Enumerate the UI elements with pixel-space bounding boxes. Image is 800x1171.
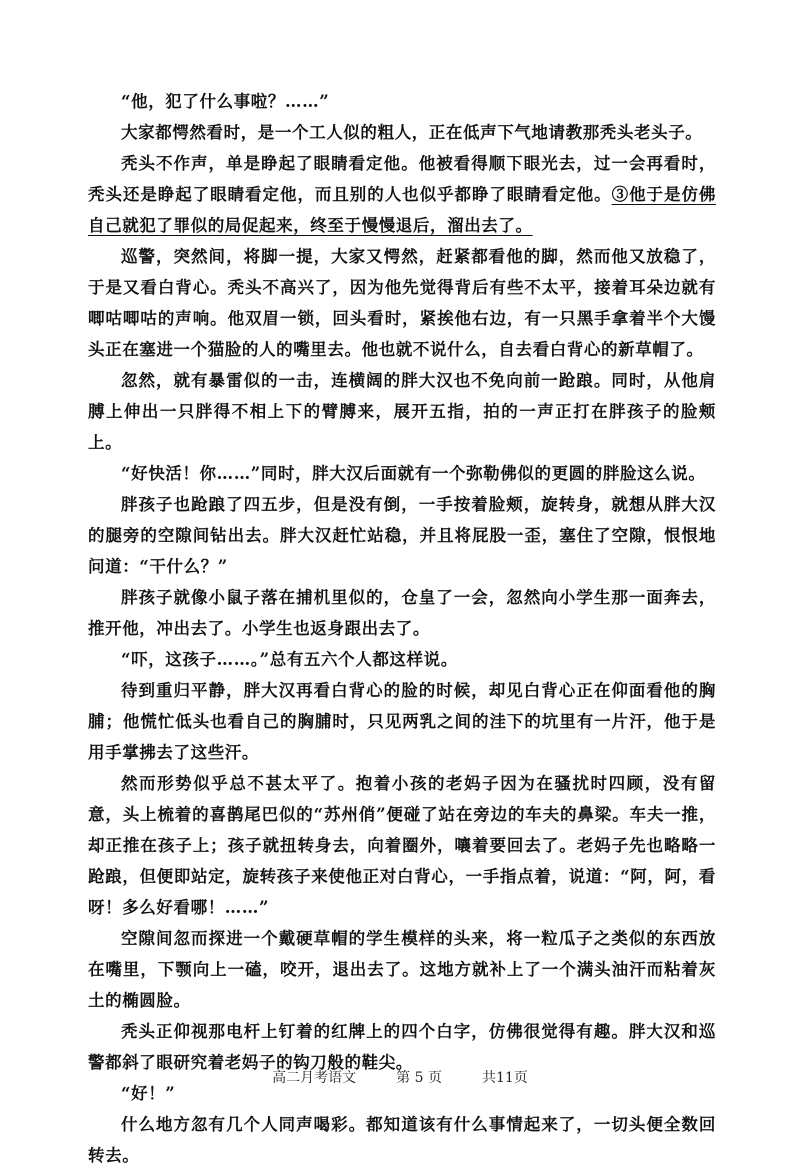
page-footer — [0, 1067, 800, 1087]
paragraph-5: 忽然，就有暴雷似的一击，连横阔的胖大汉也不免向前一跄踉。同时，从他肩膊上伸出一只胖得不相上下的臂膊来，展开五指，拍的一声正打在胖孩子的脸颊上。 — [88, 371, 716, 452]
underlined-question-sentence: ③他于是仿佛自己就犯了罪似的局促起来，终至于慢慢退后，溜出去了。 — [88, 185, 716, 235]
paragraph-6: “好快活！你……”同时，胖大汉后面就有一个弥勒佛似的更圆的胖脸这么说。 — [121, 464, 706, 483]
paragraph-13: 秃头正仰视那电杆上钉着的红牌上的四个白字，仿佛很觉得有趣。胖大汉和巡警都斜了眼研究着老妈子的钩刀般的鞋尖。 — [88, 1022, 716, 1072]
paragraph-8: 胖孩子就像小鼠子落在捕机里似的，仓皇了一会，忽然向小学生那一面奔去，推开他，冲出去了。小学生也返身跟出去了。 — [88, 588, 716, 638]
paragraph-7: 胖孩子也跄踉了四五步，但是没有倒，一手按着脸颊，旋转身，就想从胖大汉的腿旁的空隙间钻出去。胖大汉赶忙站稳，并且将屁股一歪，塞住了空隙，恨恨地问道：“干什么？” — [88, 495, 716, 576]
paragraph-10: 待到重归平静，胖大汉再看白背心的脸的时候，却见白背心正在仰面看他的胸脯；他慌忙低头也看自己的胸脯时，只见两乳之间的洼下的坑里有一片汗，他于是用手掌拂去了这些汗。 — [88, 681, 716, 762]
footer-exam-title: 高二月考语文 — [272, 1070, 357, 1086]
paragraph-1: “他，犯了什么事啦？……” — [121, 92, 330, 111]
paragraph-12: 空隙间忽而探进一个戴硬草帽的学生模样的头来，将一粒瓜子之类似的东西放在嘴里，下颚向上一磕，咬开，退出去了。这地方就补上了一个满头油汗而粘着灰土的椭圆脸。 — [88, 929, 716, 1010]
footer-total-pages: 共11页 — [481, 1070, 528, 1086]
footer-page-number: 第 5 页 — [396, 1070, 442, 1086]
paragraph-2: 大家都愕然看时，是一个工人似的粗人，正在低声下气地请教那秃头老头子。 — [121, 123, 703, 142]
paragraph-9: “吓，这孩子……。”总有五六个人都这样说。 — [121, 650, 458, 669]
paragraph-11: 然而形势似乎总不甚太平了。抱着小孩的老妈子因为在骚扰时四顾，没有留意，头上梳着的喜鹊尾巴似的“苏州俏”便碰了站在旁边的车夫的鼻梁。车夫一推，却正推在孩子上；孩子就扭转身去，向着圈外，嚷着要回去了。老妈子先也略略一跄踉，但便即站定，旋转孩子来使他正对白背心，一手指点着，说道：“阿，阿，看呀！多么好看哪！……” — [88, 774, 716, 917]
paragraph-3 — [88, 148, 716, 241]
article-body — [88, 86, 716, 1171]
paragraph-14: “好！” — [121, 1084, 176, 1103]
paragraph-15: 什么地方忽有几个人同声喝彩。都知道该有什么事情起来了，一切头便全数回转去。 — [88, 1115, 716, 1165]
paragraph-4: 巡警，突然间，将脚一提，大家又愕然，赶紧都看他的脚，然而他又放稳了，于是又看白背心。秃头不高兴了，因为他先觉得背后有些不太平，接着耳朵边就有唧咕唧咕的声响。他双眉一锁，回头看时，紧挨他右边，有一只黑手拿着半个大馒头正在塞进一个猫脸的人的嘴里去。他也就不说什么，自去看白背心的新草帽了。 — [88, 247, 716, 359]
paragraph-3-text: 秃头不作声，单是睁起了眼睛看定他。他被看得顺下眼光去，过一会再看时，秃头还是睁起了眼睛看定他，而且别的人也似乎都睁了眼睛看定他。 — [88, 154, 716, 204]
